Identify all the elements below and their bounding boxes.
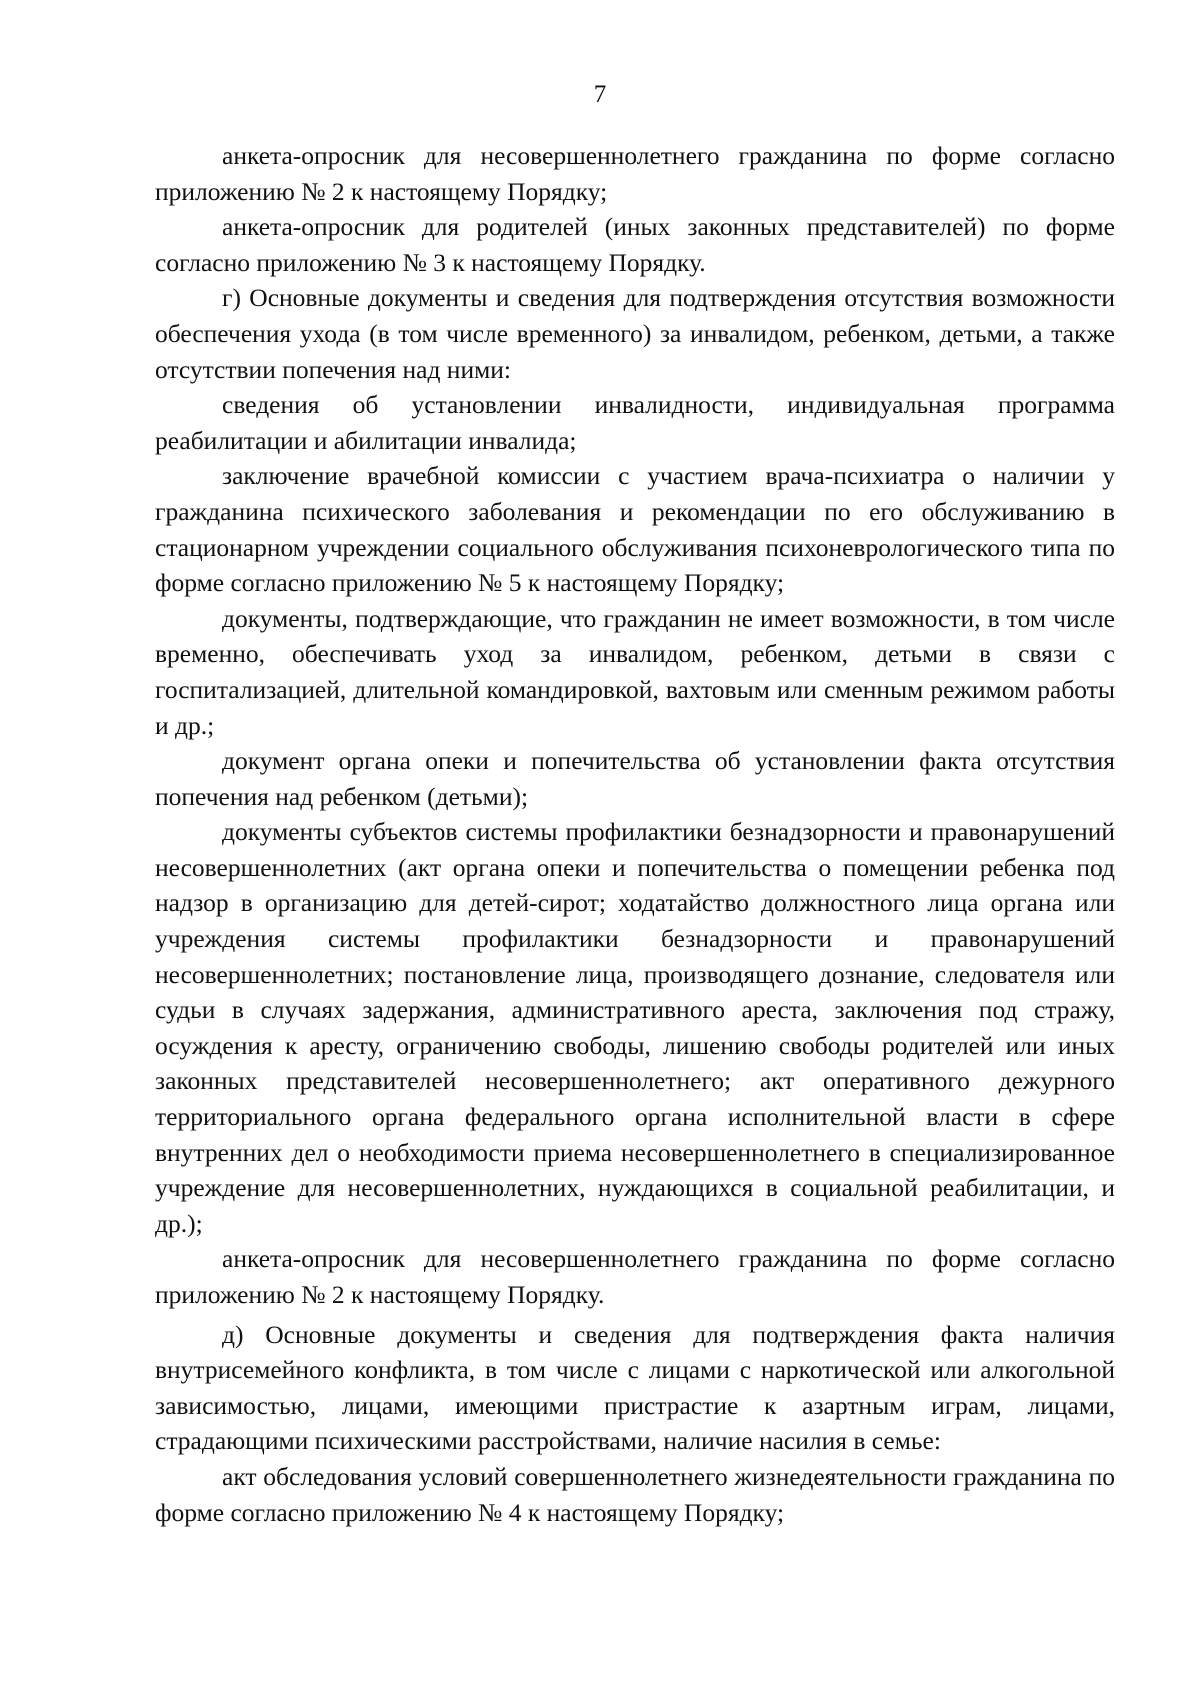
paragraph-medical-commission: заключение врачебной комиссии с участием врача-психиатра о наличии у гражданина психического заболевания и рекомендации по его обслуживанию в стационарном учреждении социального обслуживания психоневрологического типа по форме согласно приложению № 5 к настоящему Порядку; [155,461,1115,598]
paragraph-questionnaire-parents: анкета-опросник для родителей (иных законных представителей) по форме согласно приложению № 3 к настоящему Порядку. [155,212,1115,277]
paragraph-disability-info: сведения об установлении инвалидности, индивидуальная программа реабилитации и абилитации инвалида; [155,390,1115,455]
paragraph-prevention-system-docs: документы субъектов системы профилактики безнадзорности и правонарушений несовершеннолетних (акт органа опеки и попечительства о помещении ребенка под надзор в организацию для детей-сирот; ходатайство должностного лица органа или учреждения системы профилактики безнадзорности и правонарушений несовершеннолетних; постановление лица, производящего дознание, следователя или судьи в случаях задержания, административного ареста, заключения под стражу, осуждения к аресту, ограничению свободы, лишению свободы родителей или иных законных представителей несовершеннолетнего; акт оперативного дежурного территориального органа федерального органа исполнительной власти в сфере внутренних дел о необходимости приема несовершеннолетнего в специализированное учреждение для несовершеннолетних, нуждающихся в социальной реабилитации, и др.); [155,817,1115,1238]
document-body [155,138,1115,1530]
paragraph-questionnaire-minor-2: анкета-опросник для несовершеннолетнего гражданина по форме согласно приложению № 2 к настоящему Порядку. [155,1244,1115,1309]
paragraph-section-g: г) Основные документы и сведения для подтверждения отсутствия возможности обеспечения ухода (в том числе временного) за инвалидом, ребенком, детьми, а также отсутствии попечения над ними: [155,283,1115,384]
page-number: 7 [593,81,607,108]
paragraph-questionnaire-minor: анкета-опросник для несовершеннолетнего гражданина по форме согласно приложению № 2 к настоящему Порядку; [155,141,1115,206]
paragraph-section-d: д) Основные документы и сведения для подтверждения факта наличия внутрисемейного конфликта, в том числе с лицами с наркотической или алкогольной зависимостью, лицами, имеющими пристрастие к азартным играм, лицами, страдающими психическими расстройствами, наличие насилия в семье: [155,1319,1115,1456]
paragraph-care-impossibility-docs: документы, подтверждающие, что гражданин не имеет возможности, в том числе временно, обеспечивать уход за инвалидом, ребенком, детьми в связи с госпитализацией, длительной командировкой, вахтовым или сменным режимом работы и др.; [155,603,1115,740]
paragraph-inspection-act: акт обследования условий совершеннолетнего жизнедеятельности гражданина по форме согласно приложению № 4 к настоящему Порядку; [155,1461,1115,1527]
paragraph-guardianship-document: документ органа опеки и попечительства об установлении факта отсутствия попечения над ребенком (детьми); [155,746,1115,811]
